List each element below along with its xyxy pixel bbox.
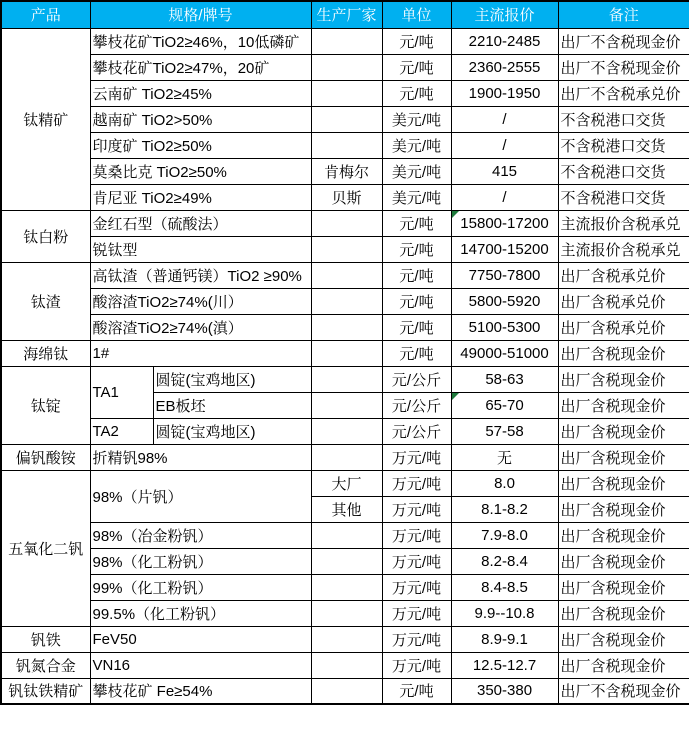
price-cell: / (451, 132, 558, 158)
spec-cell: 高钛渣（普通钙镁）TiO2 ≥90% (90, 262, 311, 288)
price-cell: 415 (451, 158, 558, 184)
maker-cell: 其他 (311, 496, 382, 522)
note-cell: 出厂含税现金价 (558, 548, 689, 574)
note-cell: 出厂含税承兑价 (558, 262, 689, 288)
header-row (1, 1, 689, 28)
note-cell: 出厂含税现金价 (558, 340, 689, 366)
spec-cell: 98%（片钒） (90, 470, 311, 522)
spec-cell: FeV50 (90, 626, 311, 652)
maker-cell (311, 236, 382, 262)
spec-cell: 99%（化工粉钒） (90, 574, 311, 600)
note-cell: 出厂含税现金价 (558, 392, 689, 418)
spec-cell: 酸溶渣TiO2≥74%(滇） (90, 314, 311, 340)
unit-cell: 元/公斤 (382, 418, 451, 444)
price-cell: 9.9--10.8 (451, 600, 558, 626)
note-cell: 不含税港口交货 (558, 184, 689, 210)
note-cell: 出厂含税承兑价 (558, 288, 689, 314)
unit-cell: 元/吨 (382, 80, 451, 106)
price-cell: 5100-5300 (451, 314, 558, 340)
price-cell: 5800-5920 (451, 288, 558, 314)
table-row (1, 366, 689, 392)
unit-cell: 元/吨 (382, 28, 451, 54)
table-row (1, 444, 689, 470)
price-cell: 8.0 (451, 470, 558, 496)
note-cell: 不含税港口交货 (558, 132, 689, 158)
price-cell: 12.5-12.7 (451, 652, 558, 678)
header-price: 主流报价 (451, 1, 558, 28)
table-row (1, 262, 689, 288)
maker-cell (311, 522, 382, 548)
maker-cell (311, 548, 382, 574)
note-cell: 不含税港口交货 (558, 158, 689, 184)
spec-cell: VN16 (90, 652, 311, 678)
product-cell: 偏钒酸铵 (1, 444, 90, 470)
maker-cell (311, 262, 382, 288)
note-cell: 不含税港口交货 (558, 106, 689, 132)
unit-cell: 万元/吨 (382, 444, 451, 470)
product-cell: 钒钛铁精矿 (1, 678, 90, 704)
note-cell: 出厂含税现金价 (558, 626, 689, 652)
note-cell: 出厂含税现金价 (558, 444, 689, 470)
maker-cell (311, 132, 382, 158)
spec-cell: EB板坯 (153, 392, 311, 418)
product-cell: 钛渣 (1, 262, 90, 340)
table-row (1, 158, 689, 184)
spec-grade-cell: TA2 (90, 418, 153, 444)
maker-cell: 贝斯 (311, 184, 382, 210)
spec-cell: 圆锭(宝鸡地区) (153, 418, 311, 444)
product-cell: 五氧化二钒 (1, 470, 90, 626)
unit-cell: 元/吨 (382, 340, 451, 366)
spec-cell: 攀枝花矿TiO2≥46%，10低磷矿 (90, 28, 311, 54)
spec-cell: 折精钒98% (90, 444, 311, 470)
maker-cell (311, 678, 382, 704)
maker-cell (311, 418, 382, 444)
unit-cell: 万元/吨 (382, 600, 451, 626)
maker-cell: 肯梅尔 (311, 158, 382, 184)
table-row (1, 80, 689, 106)
maker-cell (311, 54, 382, 80)
maker-cell (311, 444, 382, 470)
note-cell: 出厂含税现金价 (558, 574, 689, 600)
price-cell: 8.1-8.2 (451, 496, 558, 522)
unit-cell: 万元/吨 (382, 496, 451, 522)
maker-cell (311, 210, 382, 236)
spec-cell: 99.5%（化工粉钒） (90, 600, 311, 626)
price-cell: / (451, 184, 558, 210)
spec-cell: 1# (90, 340, 311, 366)
unit-cell: 万元/吨 (382, 652, 451, 678)
unit-cell: 元/吨 (382, 236, 451, 262)
price-cell: 1900-1950 (451, 80, 558, 106)
table-row (1, 522, 689, 548)
header-maker: 生产厂家 (311, 1, 382, 28)
unit-cell: 元/吨 (382, 678, 451, 704)
price-cell: / (451, 106, 558, 132)
maker-cell (311, 28, 382, 54)
product-cell: 钛锭 (1, 366, 90, 444)
unit-cell: 万元/吨 (382, 626, 451, 652)
spec-cell: 印度矿 TiO2≥50% (90, 132, 311, 158)
unit-cell: 万元/吨 (382, 470, 451, 496)
table-row (1, 184, 689, 210)
note-cell: 出厂含税现金价 (558, 600, 689, 626)
maker-cell (311, 574, 382, 600)
unit-cell: 元/吨 (382, 262, 451, 288)
price-cell: 65-70 (451, 392, 558, 418)
spec-cell: 圆锭(宝鸡地区) (153, 366, 311, 392)
price-cell: 14700-15200 (451, 236, 558, 262)
unit-cell: 万元/吨 (382, 548, 451, 574)
note-cell: 出厂含税现金价 (558, 470, 689, 496)
table-row (1, 28, 689, 54)
spec-cell: 莫桑比克 TiO2≥50% (90, 158, 311, 184)
maker-cell: 大厂 (311, 470, 382, 496)
note-cell: 出厂不含税现金价 (558, 678, 689, 704)
price-cell: 无 (451, 444, 558, 470)
maker-cell (311, 340, 382, 366)
unit-cell: 元/公斤 (382, 366, 451, 392)
spec-cell: 酸溶渣TiO2≥74%(川） (90, 288, 311, 314)
table-row (1, 548, 689, 574)
note-cell: 出厂含税现金价 (558, 652, 689, 678)
price-cell: 7750-7800 (451, 262, 558, 288)
product-cell: 钛精矿 (1, 28, 90, 210)
price-cell: 8.2-8.4 (451, 548, 558, 574)
note-cell: 出厂含税现金价 (558, 522, 689, 548)
maker-cell (311, 106, 382, 132)
note-cell: 出厂含税承兑价 (558, 314, 689, 340)
spec-cell: 金红石型（硫酸法） (90, 210, 311, 236)
maker-cell (311, 80, 382, 106)
unit-cell: 万元/吨 (382, 522, 451, 548)
spec-cell: 云南矿 TiO2≥45% (90, 80, 311, 106)
maker-cell (311, 652, 382, 678)
table-row (1, 54, 689, 80)
note-cell: 出厂含税现金价 (558, 418, 689, 444)
table-row (1, 314, 689, 340)
table-row (1, 574, 689, 600)
table-row (1, 600, 689, 626)
note-cell: 主流报价含税承兑 (558, 210, 689, 236)
unit-cell: 元/吨 (382, 288, 451, 314)
header-spec: 规格/牌号 (90, 1, 311, 28)
product-cell: 海绵钛 (1, 340, 90, 366)
spec-grade-cell: TA1 (90, 366, 153, 418)
spec-cell: 锐钛型 (90, 236, 311, 262)
spec-cell: 98%（冶金粉钒） (90, 522, 311, 548)
price-cell: 8.4-8.5 (451, 574, 558, 600)
price-cell: 15800-17200 (451, 210, 558, 236)
unit-cell: 元/吨 (382, 210, 451, 236)
product-cell: 钛白粉 (1, 210, 90, 262)
header-product: 产品 (1, 1, 90, 28)
table-row (1, 106, 689, 132)
price-cell: 49000-51000 (451, 340, 558, 366)
spec-cell: 肯尼亚 TiO2≥49% (90, 184, 311, 210)
table-row (1, 626, 689, 652)
product-cell: 钒氮合金 (1, 652, 90, 678)
note-cell: 出厂含税现金价 (558, 366, 689, 392)
spec-cell: 攀枝花矿 Fe≥54% (90, 678, 311, 704)
note-cell: 出厂含税现金价 (558, 496, 689, 522)
spec-cell: 98%（化工粉钒） (90, 548, 311, 574)
unit-cell: 美元/吨 (382, 184, 451, 210)
table-row (1, 236, 689, 262)
unit-cell: 元/吨 (382, 314, 451, 340)
header-unit: 单位 (382, 1, 451, 28)
unit-cell: 美元/吨 (382, 158, 451, 184)
unit-cell: 万元/吨 (382, 574, 451, 600)
spec-cell: 越南矿 TiO2>50% (90, 106, 311, 132)
price-cell: 2210-2485 (451, 28, 558, 54)
maker-cell (311, 600, 382, 626)
table-row (1, 132, 689, 158)
maker-cell (311, 288, 382, 314)
table-row (1, 418, 689, 444)
table-header (1, 1, 689, 28)
price-cell: 8.9-9.1 (451, 626, 558, 652)
header-note: 备注 (558, 1, 689, 28)
unit-cell: 元/吨 (382, 54, 451, 80)
maker-cell (311, 392, 382, 418)
maker-cell (311, 366, 382, 392)
table-row (1, 652, 689, 678)
note-cell: 出厂不含税承兑价 (558, 80, 689, 106)
product-cell: 钒铁 (1, 626, 90, 652)
note-cell: 出厂不含税现金价 (558, 54, 689, 80)
table-row (1, 288, 689, 314)
unit-cell: 美元/吨 (382, 132, 451, 158)
table-row (1, 210, 689, 236)
price-cell: 7.9-8.0 (451, 522, 558, 548)
unit-cell: 元/公斤 (382, 392, 451, 418)
table-row (1, 678, 689, 704)
table-body (1, 28, 689, 704)
spec-cell: 攀枝花矿TiO2≥47%，20矿 (90, 54, 311, 80)
table-row (1, 340, 689, 366)
price-cell: 57-58 (451, 418, 558, 444)
note-cell: 出厂不含税现金价 (558, 28, 689, 54)
note-cell: 主流报价含税承兑 (558, 236, 689, 262)
price-cell: 350-380 (451, 678, 558, 704)
price-cell: 58-63 (451, 366, 558, 392)
maker-cell (311, 626, 382, 652)
maker-cell (311, 314, 382, 340)
price-cell: 2360-2555 (451, 54, 558, 80)
unit-cell: 美元/吨 (382, 106, 451, 132)
table-row (1, 470, 689, 496)
